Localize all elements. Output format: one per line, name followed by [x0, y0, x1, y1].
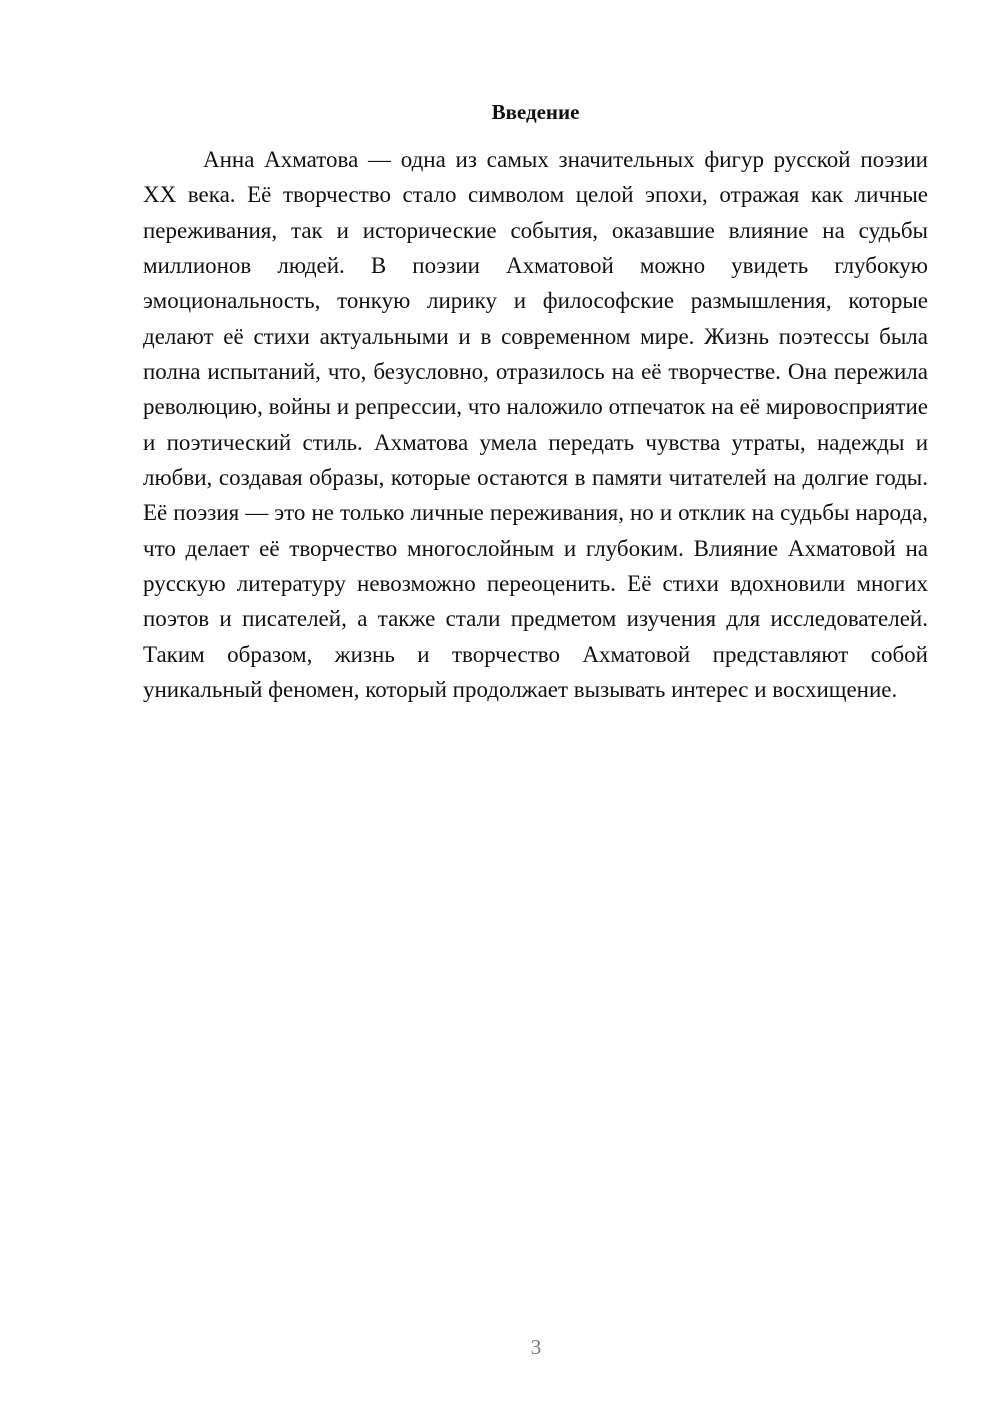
- intro-paragraph: Анна Ахматова — одна из самых значительных фигур русской поэзии XX века. Её творчество стало символом целой эпохи, отражая как личные переживания, так и исторические события, оказавшие влияние на судьбы миллионов людей. В поэзии Ахматовой можно увидеть глубокую эмоциональность, тонкую лирику и философские размышления, которые делают её стихи актуальными и в современном мире. Жизнь поэтессы была полна испытаний, что, безусловно, отразилось на её творчестве. Она пережила революцию, войны и репрессии, что наложило отпечаток на её мировосприятие и поэтический стиль. Ахматова умела передать чувства утраты, надежды и любви, создавая образы, которые остаются в памяти читателей на долгие годы. Её поэзия — это не только личные переживания, но и отклик на судьбы народа, что делает её творчество многослойным и глубоким. Влияние Ахматовой на русскую литературу невозможно переоценить. Её стихи вдохновили многих поэтов и писателей, а также стали предметом изучения для исследователей. Таким образом, жизнь и творчество Ахматовой представляют собой уникальный феномен, который продолжает вызывать интерес и восхищение.: [143, 147, 928, 703]
- page-number: 3: [530, 1335, 542, 1359]
- section-heading: Введение: [491, 100, 580, 124]
